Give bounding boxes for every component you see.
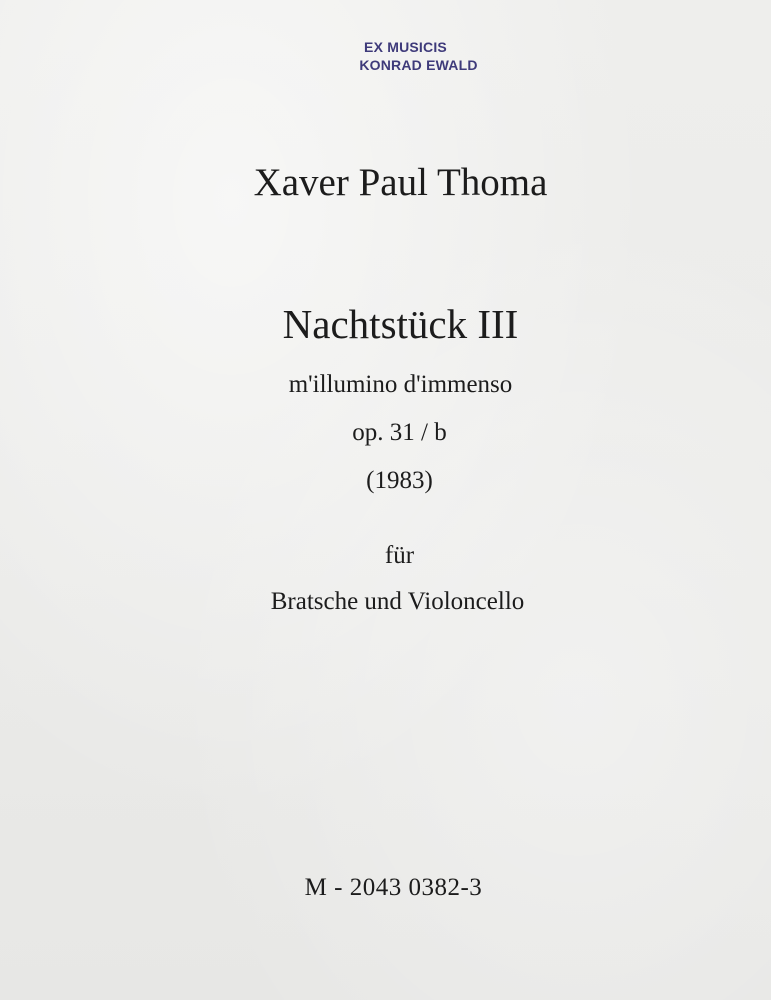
ownership-stamp-line-2: KONRAD EWALD <box>359 57 478 73</box>
work-title: Nachtstück III <box>282 301 519 347</box>
composer-name: Xaver Paul Thoma <box>253 161 548 204</box>
composition-year: (1983) <box>366 467 433 494</box>
for-label: für <box>384 542 415 569</box>
work-subtitle: m'illumino d'immenso <box>288 371 513 398</box>
opus-number: op. 31 / b <box>352 419 447 446</box>
catalog-number: M - 2043 0382-3 <box>304 874 483 901</box>
ownership-stamp-line-1: EX MUSICIS <box>364 39 447 55</box>
instrumentation: Bratsche und Violoncello <box>270 588 525 615</box>
